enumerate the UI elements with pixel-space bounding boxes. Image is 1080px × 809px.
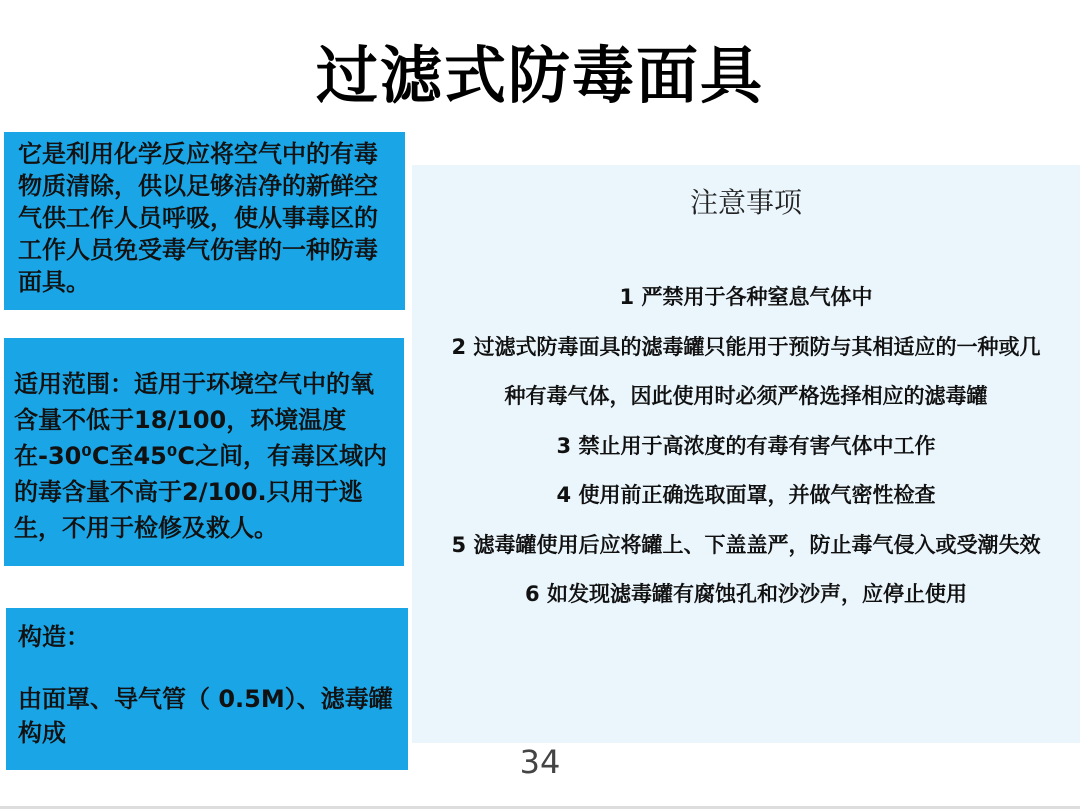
intro-box bbox=[4, 132, 405, 310]
structure-text: 由面罩、导气管（ 0.5M）、滤毒罐构成 bbox=[18, 685, 393, 747]
notes-item: 5 滤毒罐使用后应将罐上、下盖盖严，防止毒气侵入或受潮失效 bbox=[451, 532, 1041, 557]
structure-box bbox=[6, 608, 408, 770]
notes-item: 1 严禁用于各种窒息气体中 bbox=[619, 285, 873, 309]
page-number: 34 bbox=[519, 743, 561, 781]
structure-heading: 构造： bbox=[18, 623, 90, 651]
slide-title: 过滤式防毒面具 bbox=[315, 39, 764, 112]
notes-item: 2 过滤式防毒面具的滤毒罐只能用于预防与其相适应的一种或几种有毒气体，因此使用时必须严格选择相应的滤毒罐 bbox=[451, 334, 1041, 408]
notes-title: 注意事项 bbox=[689, 186, 802, 219]
scope-box bbox=[4, 338, 404, 566]
notes-item: 3 禁止用于高浓度的有毒有害气体中工作 bbox=[556, 433, 936, 458]
notes-item: 6 如发现滤毒罐有腐蚀孔和沙沙声，应停止使用 bbox=[525, 582, 967, 606]
notes-panel bbox=[412, 165, 1080, 743]
scope-text: 适用范围：适用于环境空气中的氧含量不低于18/100，环境温度在-30⁰C至45⁰C之间，有毒区域内的毒含量不高于2/100.只用于逃生，不用于检修及救人。 bbox=[14, 370, 388, 542]
notes-list bbox=[412, 273, 1080, 620]
notes-item: 4 使用前正确选取面罩，并做气密性检查 bbox=[556, 483, 936, 507]
intro-text: 它是利用化学反应将空气中的有毒物质清除，供以足够洁净的新鲜空气供工作人员呼吸，使从事毒区的工作人员免受毒气伤害的一种防毒面具。 bbox=[18, 140, 378, 296]
